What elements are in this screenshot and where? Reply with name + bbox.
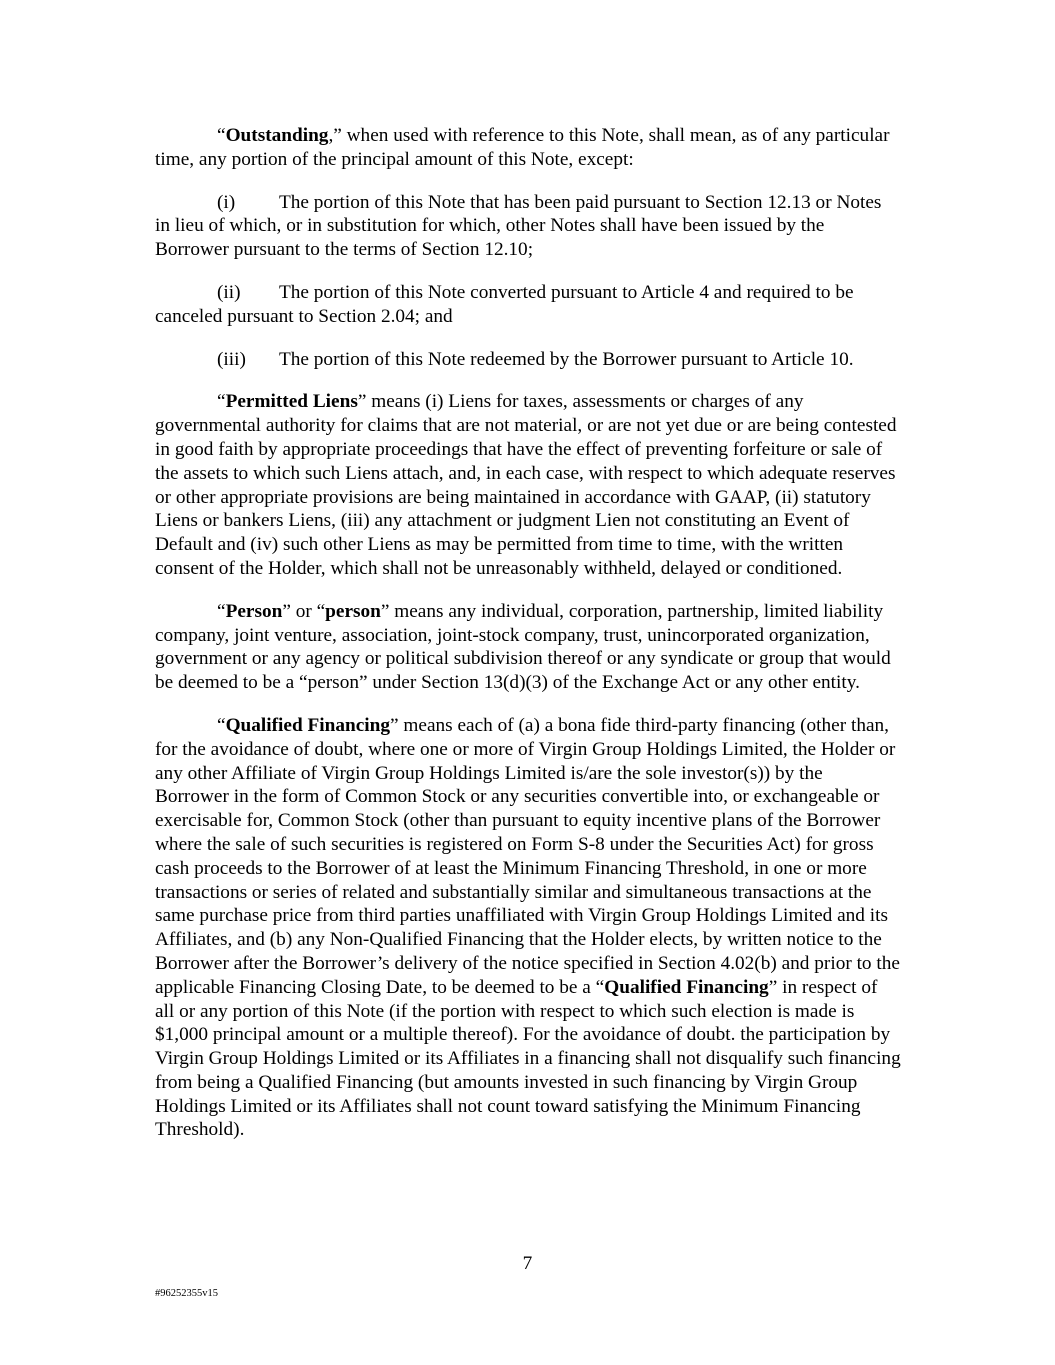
definition-permitted-liens: “Permitted Liens” means (i) Liens for taxes, assessments or charges of any governmental authority for claims that are not material, or are not yet due or are being contested in good faith by appropriate proceedings that have the effect of preventing forfeiture or sale of the assets to which such Liens attach, and, in each case, with respect to which adequate reserves or other appropriate provisions are being maintained in accordance with GAAP, (ii) statutory Liens or bankers Liens, (iii) any attachment or judgment Lien not constituting an Event of Default and (iv) such other Liens as may be permitted from time to time, with the written consent of the Holder, which shall not be unreasonably withheld, delayed or conditioned. <box>155 391 897 579</box>
list-text: The portion of this Note that has been paid pursuant to Section 12.13 or Notes in lieu of which, or in substitution for which, other Notes shall have been issued by the Borrower pursuant to the terms of Section 12.10; <box>155 191 882 261</box>
list-number: (ii) <box>217 281 241 303</box>
definition-qualified-financing: “Qualified Financing” means each of (a) a bona fide third-party financing (other than, for the avoidance of doubt, where one or more of Virgin Group Holdings Limited, the Holder or any other Affiliate of Virgin Group Holdings Limited is/are the sole investor(s)) by the Borrower in the form of Common Stock or any securities convertible into, or exchangeable or exercisable for, Common Stock (other than pursuant to equity incentive plans of the Borrower where the sale of such securities is registered on Form S-8 under the Securities Act) for gross cash proceeds to the Borrower of at least the Minimum Financing Threshold, in one or more transactions or series of related and substantially similar and simultaneous transactions at the same purchase price from third parties unaffiliated with Virgin Group Holdings Limited and its Affiliates, and (b) any Non-Qualified Financing that the Holder elects, by written notice to the Borrower after the Borrower’s delivery of the notice specified in Section 4.02(b) and prior to the applicable Financing Closing Date, to be deemed to be a “Qualified Financing” in respect of all or any portion of this Note (if the portion with respect to which such election is made is $1,000 principal amount or a multiple thereof). For the avoidance of doubt. the participation by Virgin Group Holdings Limited or its Affiliates in a financing shall not disqualify such financing from being a Qualified Financing (but amounts invested in such financing by Virgin Group Holdings Limited or its Affiliates shall not count toward satisfying the Minimum Financing Threshold). <box>155 714 901 1141</box>
defined-term-qualified-financing: Qualified Financing <box>225 714 391 736</box>
list-number: (iii) <box>217 348 246 370</box>
defined-term-person-lower: person <box>325 600 381 622</box>
document-page <box>155 124 901 1161</box>
list-number: (i) <box>217 191 236 213</box>
defined-term-permitted-liens: Permitted Liens <box>225 391 358 413</box>
defined-term-outstanding: Outstanding <box>225 125 329 146</box>
defined-term-qualified-financing-inline: Qualified Financing <box>604 976 769 998</box>
list-item-i <box>155 191 901 262</box>
document-id: #96252355v15 <box>155 1288 218 1299</box>
definition-person: “Person” or “person” means any individual, corporation, partnership, limited liability company, joint venture, association, joint-stock company, trust, unincorporated organization, government or any agency or political subdivision thereof or any syndicate or group that would be deemed to be a “person” under Section 13(d)(3) of the Exchange Act or any other entity. <box>155 600 891 694</box>
page-number: 7 <box>522 1253 533 1274</box>
list-text: The portion of this Note converted pursuant to Article 4 and required to be canceled pursuant to Section 2.04; and <box>155 281 854 327</box>
list-item-iii <box>155 348 901 372</box>
list-text: The portion of this Note redeemed by the Borrower pursuant to Article 10. <box>279 348 854 370</box>
defined-term-person: Person <box>225 600 283 622</box>
list-item-ii <box>155 281 901 329</box>
definition-outstanding: “Outstanding,” when used with reference to this Note, shall mean, as of any particular time, any portion of the principal amount of this Note, except: <box>155 125 890 170</box>
